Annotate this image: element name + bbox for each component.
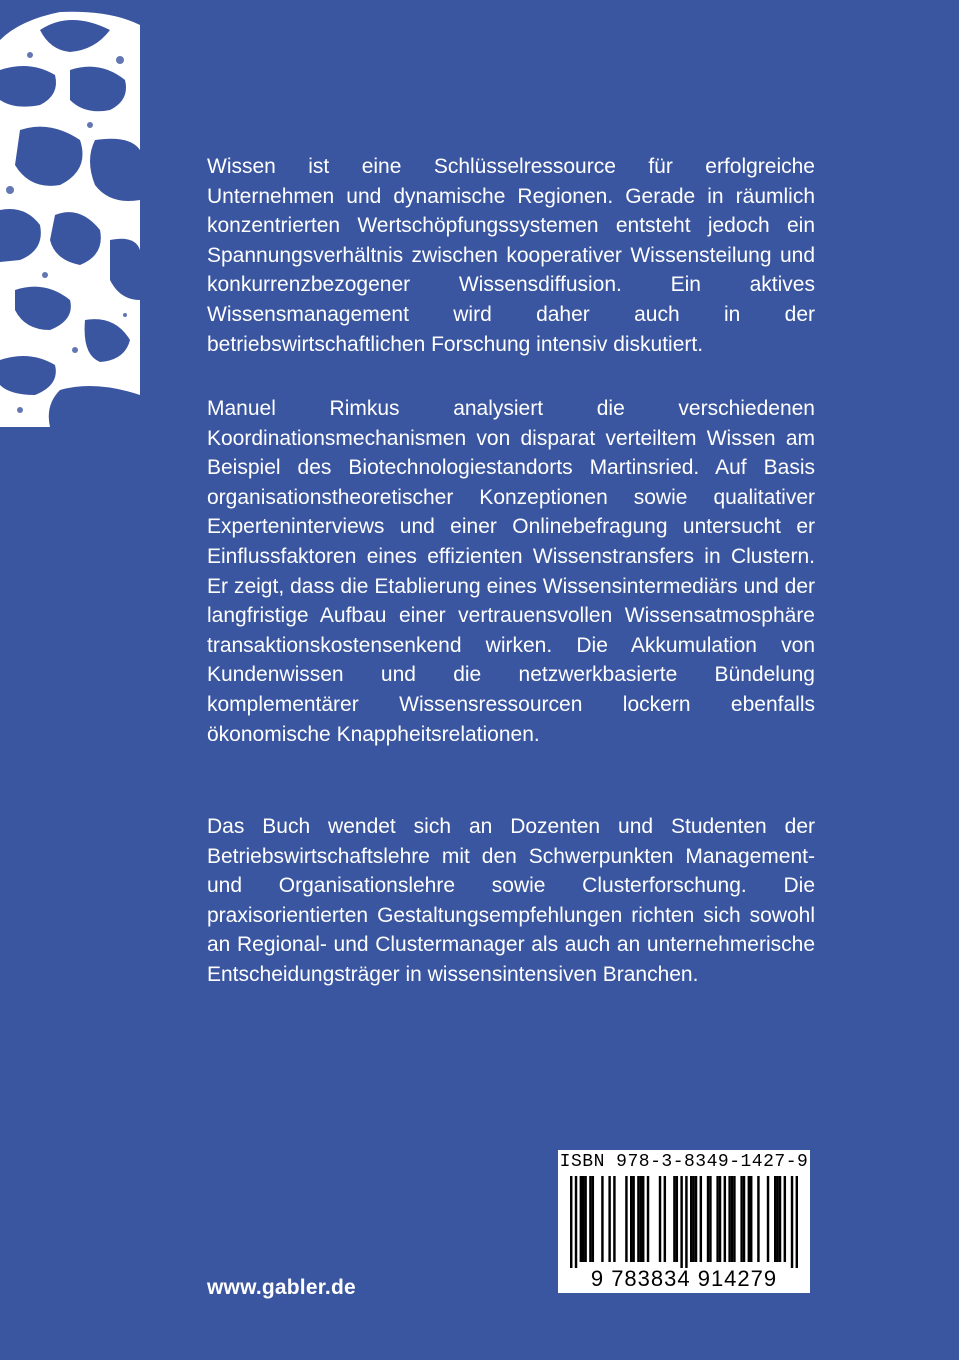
barcode-bar (767, 1176, 769, 1262)
blurb-paragraph-3: Das Buch wendet sich an Dozenten und Studenten der Betriebswirtschaftslehre mit den Schwerpunkten Management- und Organisationslehre sowie Clusterforschung. Die praxisorientierten Gestaltungsempfehlungen richten sich sowohl an Regional- und Clustermanager als auch an unternehmerische Entscheidungsträger in wissensintensiven Branchen. (207, 815, 815, 986)
barcode-bar (584, 1176, 586, 1262)
barcode-bar (589, 1176, 591, 1262)
barcode-bar (733, 1176, 735, 1262)
barcode-bar (570, 1176, 572, 1268)
ean-digits: 9 783834 914279 (590, 1266, 778, 1291)
barcode-bar (750, 1176, 752, 1262)
barcode-bar (592, 1176, 594, 1262)
isbn-label: ISBN 978-3-8349-1427-9 (559, 1152, 809, 1172)
publisher-website[interactable]: www.gabler.de (207, 1276, 356, 1299)
barcode-bar (796, 1176, 798, 1268)
barcode-bar (580, 1176, 582, 1262)
barcode-bar (700, 1176, 702, 1262)
barcode-bar (774, 1176, 776, 1262)
barcode-bar (757, 1176, 759, 1262)
barcode-bar (707, 1176, 709, 1262)
barcode-bar (776, 1176, 778, 1262)
barcode-bar (601, 1176, 603, 1262)
barcode-bar (608, 1176, 610, 1262)
barcode-bar (642, 1176, 644, 1262)
blurb-paragraph-1: Wissen ist eine Schlüsselressource für erfolgreiche Unternehmen und dynamische Regionen. Gerade in räumlich konzentrierten Wertschöpfungssystemen entsteht jedoch ein Spannungsverhältnis zwischen kooperativer Wissensteilung und konkurrenzbezogener Wissensdiffusion. Ein aktives Wissensmanagement wird daher auch in der betriebswirtschaftlichen Forschung intensiv diskutiert. (207, 155, 815, 356)
barcode-bar (731, 1176, 733, 1262)
barcode-bar (630, 1176, 632, 1262)
barcode-bar (676, 1176, 678, 1262)
barcode-bars (570, 1176, 798, 1268)
barcode-bar (719, 1176, 721, 1262)
barcode-bar (724, 1176, 726, 1262)
barcode-bar (690, 1176, 692, 1262)
isbn-barcode (558, 1150, 810, 1293)
barcode-bar (709, 1176, 711, 1262)
barcode-bar (791, 1176, 793, 1268)
barcode-bar (779, 1176, 781, 1262)
barcode-bar (632, 1176, 634, 1262)
barcode-bar (740, 1176, 742, 1262)
barcode-bar (743, 1176, 745, 1262)
barcode-bar (784, 1176, 786, 1262)
barcode-bar (673, 1176, 675, 1262)
barcode-bar (680, 1176, 682, 1268)
globe-illustration (0, 0, 140, 427)
barcode-bar (575, 1176, 577, 1268)
barcode-bar (685, 1176, 687, 1268)
barcode-bar (647, 1176, 649, 1262)
barcode-bar (659, 1176, 661, 1262)
barcode-bar (625, 1176, 627, 1262)
barcode-bar (695, 1176, 697, 1262)
barcode-bar (582, 1176, 584, 1262)
barcode-bar (748, 1176, 750, 1262)
barcode-bar (664, 1176, 666, 1262)
barcode-bar (637, 1176, 639, 1262)
barcode-bar (728, 1176, 730, 1262)
barcode-bar (640, 1176, 642, 1262)
barcode-bar (613, 1176, 615, 1262)
barcode-bar (716, 1176, 718, 1262)
blurb-paragraph-2: Manuel Rimkus analysiert die verschiedenen Koordinationsmechanismen von disparat verteiltem Wissen am Beispiel des Biotechnologiestandorts Martinsried. Auf Basis organisationstheoretischer Konzeptionen sowie qualitativer Experteninterviews und einer Onlinebefragung untersucht er Einflussfaktoren eines effizienten Wissenstransfers in Clustern. Er zeigt, dass die Etablierung eines Wissensintermediärs und der langfristige Aufbau einer vertrauensvollen Wissensatmosphäre transaktionskostensenkend wirken. Die Akkumulation von Kundenwissen und die netzwerkbasierte Bündelung komplementärer Wissensressourcen lockern ebenfalls ökonomische Knappheitsrelationen. (207, 397, 815, 746)
barcode-bar (692, 1176, 694, 1262)
